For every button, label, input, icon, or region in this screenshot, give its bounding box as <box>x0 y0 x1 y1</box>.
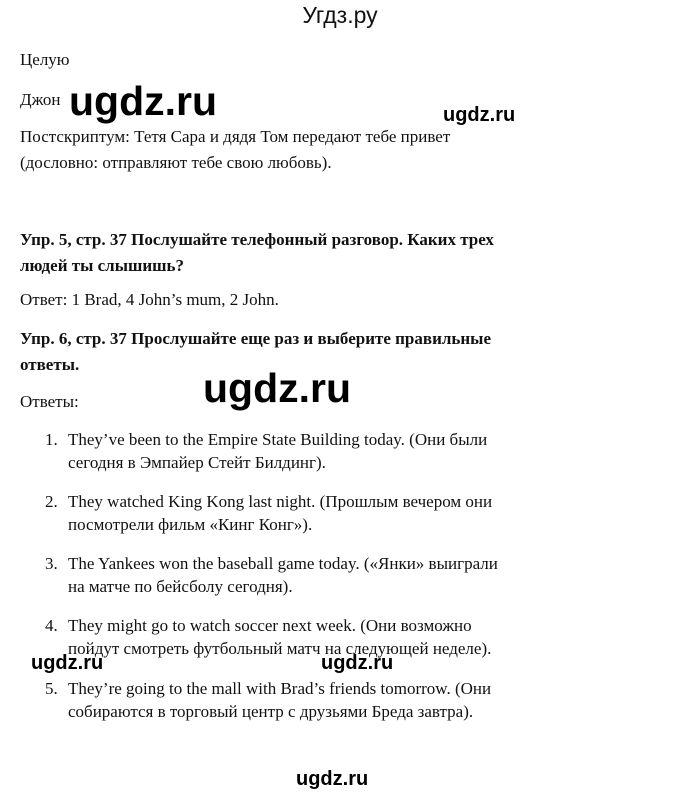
postscript-line-1: Постскриптум: Тетя Сара и дядя Том передают тебе привет <box>20 127 451 146</box>
list-item-number: 1. <box>45 430 58 449</box>
list-item-line-2: посмотрели фильм «Кинг Конг»). <box>68 515 313 534</box>
list-item-line-2: на матче по бейсболу сегодня). <box>68 577 293 596</box>
postscript-line-2: (дословно: отправляют тебе свою любовь). <box>20 153 332 172</box>
list-item-line-1: They watched King Kong last night. (Прошлым вечером они <box>68 492 493 511</box>
list-item-number: 3. <box>45 554 58 573</box>
exercise-6-title-line-1: Упр. 6, стр. 37 Прослушайте еще раз и выберите правильные <box>20 329 492 348</box>
watermark-small-center: ugdz.ru <box>321 652 394 674</box>
list-item-line-1: They’ve been to the Empire State Building today. (Они были <box>68 430 488 449</box>
site-header-title: Угдз.ру <box>302 2 378 28</box>
list-item-number: 4. <box>45 616 58 635</box>
exercise-5-title-line-2: людей ты слышишь? <box>20 256 184 275</box>
list-item-line-1: They’re going to the mall with Brad’s friends tomorrow. (Они <box>68 679 492 698</box>
list-item-text <box>68 677 628 723</box>
list-item-line-2: сегодня в Эмпайер Стейт Билдинг). <box>68 453 326 472</box>
letter-closing: Целую <box>20 50 70 69</box>
exercise-5-answer: Ответ: 1 Brad, 4 John’s mum, 2 John. <box>20 290 279 309</box>
list-item-line-1: They might go to watch soccer next week. (Они возможно <box>68 616 472 635</box>
watermark-small-left: ugdz.ru <box>31 652 104 674</box>
exercise-6-answers-label: Ответы: <box>20 392 79 411</box>
watermark-small-top-right: ugdz.ru <box>443 104 516 126</box>
list-item-line-2: пойдут смотреть футбольный матч на следующей неделе). <box>68 639 492 658</box>
watermark-footer: ugdz.ru <box>296 768 369 790</box>
watermark-large-middle: ugdz.ru <box>203 365 352 411</box>
exercise-6-title-line-2: ответы. <box>20 355 80 374</box>
list-item-line-1: The Yankees won the baseball game today. («Янки» выиграли <box>68 554 498 573</box>
list-item-text <box>68 552 628 598</box>
watermark-large-top: ugdz.ru <box>69 78 218 124</box>
list-item-number: 2. <box>45 492 58 511</box>
list-item-text <box>68 428 628 474</box>
letter-signature: Джон <box>20 90 61 109</box>
list-item-number: 5. <box>45 679 58 698</box>
exercise-5-title-line-1: Упр. 5, стр. 37 Послушайте телефонный разговор. Каких трех <box>20 230 494 249</box>
list-item-text <box>68 490 628 536</box>
list-item-line-2: собираются в торговый центр с друзьями Бреда завтра). <box>68 702 474 721</box>
